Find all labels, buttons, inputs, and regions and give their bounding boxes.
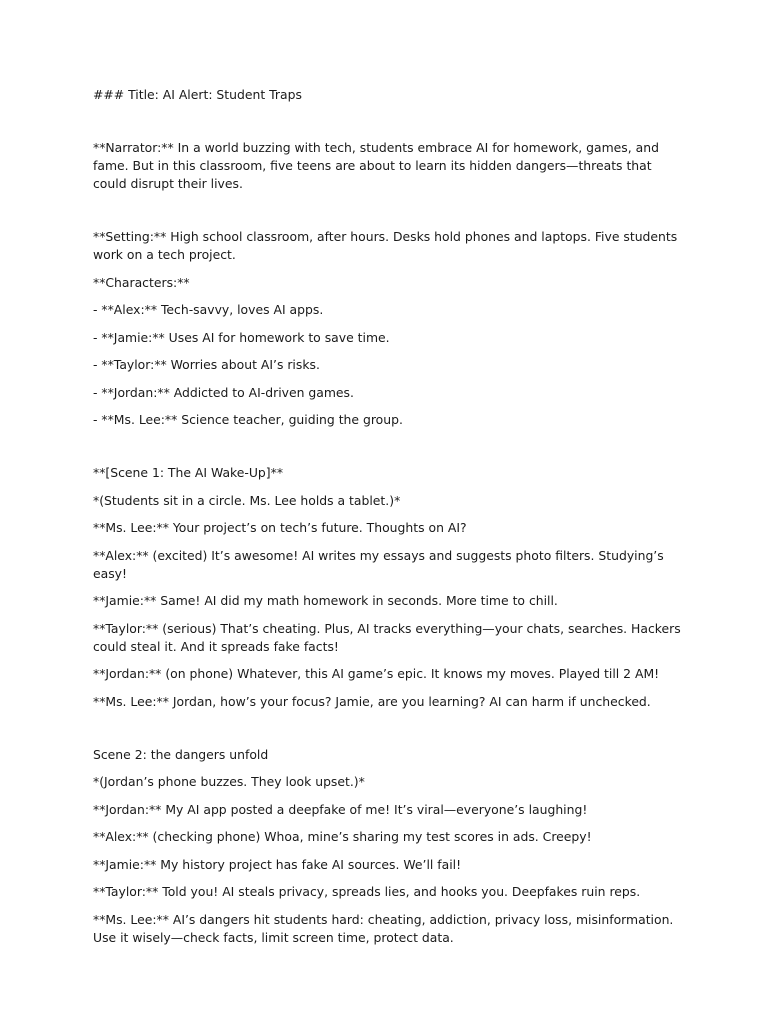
- scene2-line: **Alex:** (checking phone) Whoa, mine’s sharing my test scores in ads. Creepy!: [93, 829, 592, 844]
- character-item-ms-lee: - **Ms. Lee:** Science teacher, guiding the group.: [93, 412, 403, 427]
- character-item-jordan: - **Jordan:** Addicted to AI-driven games.: [93, 384, 354, 400]
- scene2-line: *(Jordan’s phone buzzes. They look upset.)*: [93, 774, 365, 789]
- scene1-line: **Jamie:** Same! AI did my math homework in seconds. More time to chill.: [93, 593, 558, 608]
- character-item-alex: - **Alex:** Tech-savvy, loves AI apps.: [93, 302, 324, 317]
- scene2-line: **Jordan:** My AI app posted a deepfake of me! It’s viral—everyone’s laughing!: [93, 801, 588, 817]
- scene1-line: *(Students sit in a circle. Ms. Lee holds a tablet.)*: [93, 492, 401, 508]
- narrator-paragraph: **Narrator:** In a world buzzing with tech, students embrace AI for homework, games, and fame. But in this classroom, five teens are about to learn its hidden dangers—threats that could disrupt their lives.: [93, 140, 659, 191]
- scene2-line: **Ms. Lee:** AI’s dangers hit students hard: cheating, addiction, privacy loss, misinformation. Use it wisely—check facts, limit screen time, protect data.: [93, 911, 674, 945]
- document-title: ### Title: AI Alert: Student Traps: [93, 87, 302, 102]
- scene2-line: **Jamie:** My history project has fake AI sources. We’ll fail!: [93, 856, 462, 872]
- document-page: [93, 86, 683, 956]
- scene2-heading: Scene 2: the dangers unfold: [93, 746, 269, 762]
- characters-heading: **Characters:**: [93, 274, 190, 290]
- scene1-line: **Ms. Lee:** Jordan, how’s your focus? Jamie, are you learning? AI can harm if unchecked.: [93, 693, 651, 709]
- character-item-jamie: - **Jamie:** Uses AI for homework to save time.: [93, 329, 390, 345]
- scene2-line: **Taylor:** Told you! AI steals privacy, spreads lies, and hooks you. Deepfakes ruin reps.: [93, 884, 641, 899]
- scene1-line: **Jordan:** (on phone) Whatever, this AI game’s epic. It knows my moves. Played till 2 AM!: [93, 666, 660, 681]
- scene1-line: **Alex:** (excited) It’s awesome! AI writes my essays and suggests photo filters. Studying’s easy!: [93, 547, 664, 581]
- scene1-line: **Ms. Lee:** Your project’s on tech’s future. Thoughts on AI?: [93, 520, 467, 535]
- scene1-heading: **[Scene 1: The AI Wake-Up]**: [93, 465, 284, 480]
- scene1-line: **Taylor:** (serious) That’s cheating. Plus, AI tracks everything—your chats, searches. Hackers could steal it. And it spreads fake facts!: [93, 620, 681, 654]
- character-item-taylor: - **Taylor:** Worries about AI’s risks.: [93, 357, 320, 372]
- setting-paragraph: **Setting:** High school classroom, after hours. Desks hold phones and laptops. Five students work on a tech project.: [93, 229, 678, 262]
